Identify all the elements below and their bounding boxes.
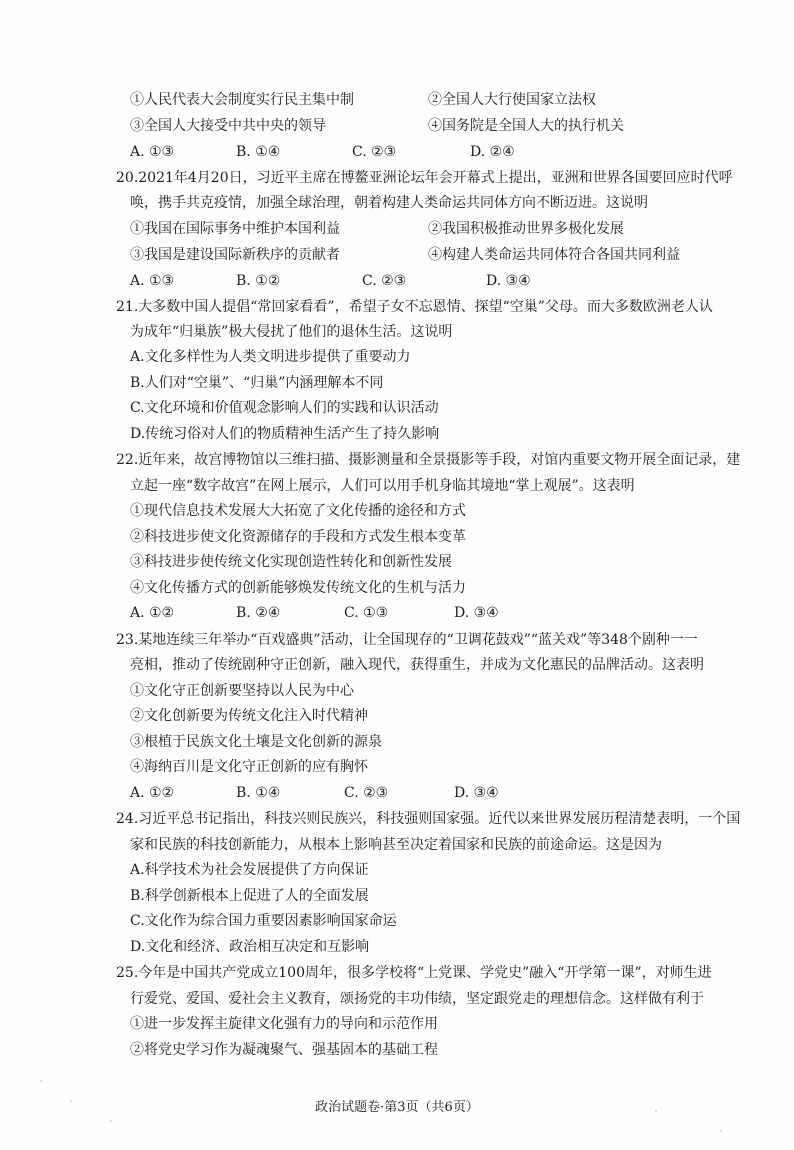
option-3: ③全国人大接受中共中央的领导: [130, 118, 326, 134]
q22-answer-a: A. ①②: [130, 605, 175, 621]
scan-noise: [720, 1130, 722, 1132]
q21-stem-line2: 为成年“归巢族”极大侵扰了他们的退休生活。这说明: [130, 324, 453, 340]
q24-option-a: A.科学技术为社会发展提供了方向保证: [130, 862, 369, 878]
answer-c: C. ②③: [352, 144, 397, 160]
answer-d: D. ②④: [470, 144, 515, 160]
q24-stem-line2: 家和民族的科技创新能力，从根本上影响甚至决定着国家和民族的前途命运。这是因为: [130, 837, 662, 853]
q22-option-4: ④文化传播方式的创新能够焕发传统文化的生机与活力: [130, 580, 466, 596]
answer-a: A. ①③: [130, 144, 175, 160]
q20-stem-line1: 20.2021年4月20日，习近平主席在博鳌亚洲论坛年会开幕式上提出，亚洲和世界各国要回应时代呼: [116, 170, 733, 186]
q21-option-a: A.文化多样性为人类文明进步提供了重要动力: [130, 349, 411, 365]
q20-stem-line2: 唤，携手共克疫情，加强全球治理，朝着构建人类命运共同体方向不断迈进。这说明: [130, 195, 648, 211]
option-1: ①人民代表大会制度实行民主集中制: [130, 92, 354, 108]
scan-noise: [655, 1110, 657, 1112]
q22-stem-line2: 立起一座“数字故宫”在网上展示，人们可以用手机身临其境地“掌上观展”。这表明: [130, 478, 635, 494]
q20-option-4: ④构建人类命运共同体符合各国共同利益: [428, 247, 680, 263]
q25-stem-line1: 25.今年是中国共产党成立100周年，很多学校将“上党课、学党史”融入“开学第一课”，对师生进: [116, 965, 712, 981]
q23-option-1: ①文化守正创新要坚持以人民为中心: [130, 683, 354, 699]
q22-option-3: ③科技进步使传统文化实现创造性转化和创新性发展: [130, 554, 452, 570]
q24-option-b: B.科学创新根本上促进了人的全面发展: [130, 888, 369, 904]
q25-stem-line2: 行爱党、爱国、爱社会主义教育，颂扬党的丰功伟绩，坚定跟党走的理想信念。这样做有利于: [130, 991, 704, 1007]
q21-option-b: B.人们对“空巢”、“归巢”内涵理解本不同: [130, 375, 384, 391]
q25-option-1: ①进一步发挥主旋律文化强有力的导向和示范作用: [130, 1016, 438, 1032]
q23-answer-d: D. ③④: [454, 785, 499, 801]
q23-answer-b: B. ①④: [236, 785, 281, 801]
q23-stem-line1: 23.某地连续三年举办“百戏盛典”活动，让全国现存的“卫调花鼓戏”“蓝关戏”等348个剧种一一: [116, 632, 698, 648]
option-4: ④国务院是全国人大的执行机关: [428, 118, 624, 134]
q22-stem-line1: 22.近年来，故宫博物馆以三维扫描、摄影测量和全景摄影等手段，对馆内重要文物开展全面记录，建: [116, 452, 741, 468]
q20-answer-a: A. ①③: [130, 273, 175, 289]
q23-answer-c: C. ②③: [344, 785, 389, 801]
q22-answer-b: B. ②④: [236, 605, 281, 621]
q20-option-2: ②我国积极推动世界多极化发展: [428, 221, 624, 237]
q22-answer-c: C. ①③: [344, 605, 389, 621]
q24-option-d: D.文化和经济、政治相互决定和互影响: [130, 939, 370, 955]
q23-option-3: ③根植于民族文化土壤是文化创新的源泉: [130, 734, 382, 750]
q21-option-d: D.传统习俗对人们的物质精神生活产生了持久影响: [130, 426, 440, 442]
scan-noise: [110, 1120, 112, 1122]
q24-stem-line1: 24.习近平总书记指出，科技兴则民族兴，科技强则国家强。近代以来世界发展历程清楚表明，一个国: [116, 811, 741, 827]
q23-option-2: ②文化创新要为传统文化注入时代精神: [130, 708, 368, 724]
q20-answer-d: D. ③④: [486, 273, 531, 289]
q22-option-2: ②科技进步使文化资源储存的手段和方式发生根本变革: [130, 529, 466, 545]
q25-option-2: ②将党史学习作为凝魂聚气、强基固本的基础工程: [130, 1042, 438, 1058]
q21-option-c: C.文化环境和价值观念影响人们的实践和认识活动: [130, 400, 439, 416]
option-2: ②全国人大行使国家立法权: [428, 92, 596, 108]
q20-answer-b: B. ①②: [236, 273, 281, 289]
q24-option-c: C.文化作为综合国力重要因素影响国家命运: [130, 913, 397, 929]
q23-option-4: ④海纳百川是文化守正创新的应有胸怀: [130, 759, 368, 775]
scan-noise: [70, 1100, 72, 1102]
q20-option-1: ①我国在国际事务中维护本国利益: [130, 221, 340, 237]
answer-b: B. ①④: [236, 144, 281, 160]
scan-noise: [40, 1080, 42, 1082]
q23-answer-a: A. ①②: [130, 785, 175, 801]
q22-option-1: ①现代信息技术发展大大拓宽了文化传播的途径和方式: [130, 503, 466, 519]
page-footer: 政治试题卷·第3页（共6页）: [315, 1100, 479, 1115]
q20-answer-c: C. ②③: [362, 273, 407, 289]
q23-stem-line2: 亮相，推动了传统剧种守正创新，融入现代，获得重生，并成为文化惠民的品牌活动。这表明: [130, 657, 704, 673]
q22-answer-d: D. ③④: [454, 605, 499, 621]
q20-option-3: ③我国是建设国际新秩序的贡献者: [130, 247, 340, 263]
q21-stem-line1: 21.大多数中国人提倡“常回家看看”，希望子女不忘恩情、探望“空巢”父母。而大多数欧洲老人认: [116, 299, 713, 315]
